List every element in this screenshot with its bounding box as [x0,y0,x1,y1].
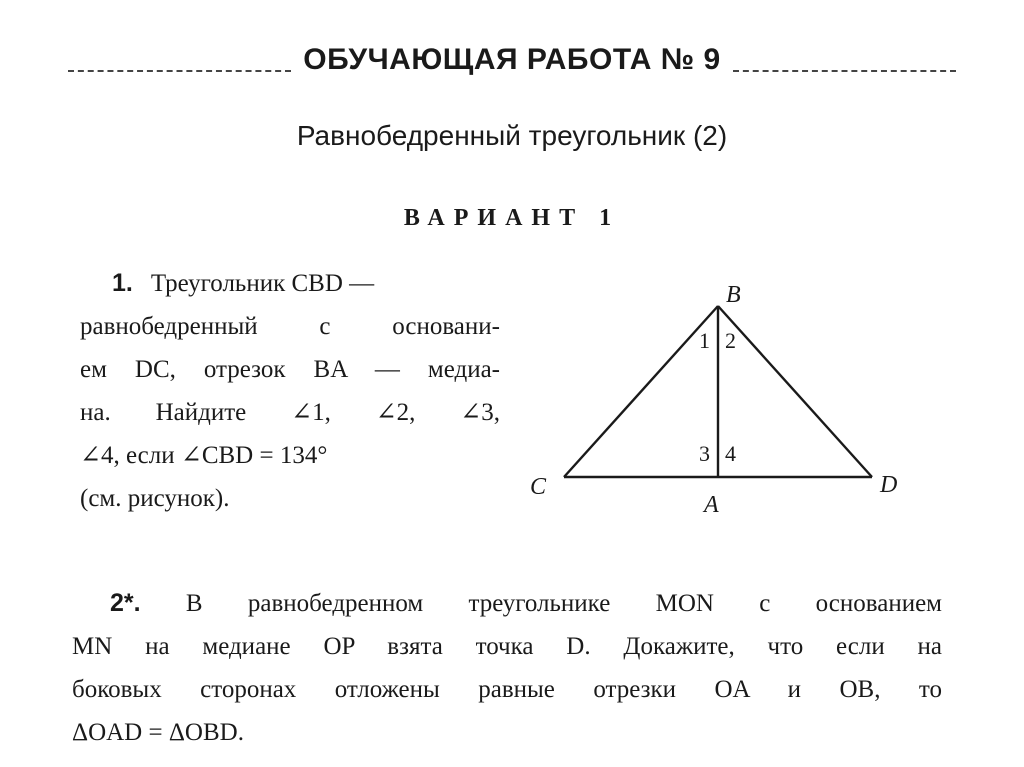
problem-1-number: 1. [112,269,133,297]
problem-2-line: ΔOAD = ΔOBD. [72,719,244,746]
problem-2 [72,582,942,754]
side-cb [564,306,718,477]
problem-1-line: на. Найдите ∠1, ∠2, ∠3, [80,399,500,426]
vertex-label-d: D [880,472,898,498]
angle-label-4: 4 [725,441,736,466]
problem-1-line: ем DC, отрезок BA — медиа- [80,356,500,383]
problem-1-line: ∠4, если ∠CBD = 134° [80,442,328,469]
variant-heading: ВАРИАНТ 1 [403,205,621,231]
side-bd [718,306,872,477]
problem-1-line: (см. рисунок). [80,485,230,512]
problem-1-line-text: Треугольник CBD — [150,270,375,297]
triangle-figure [520,270,920,520]
vertex-label-a: A [704,492,719,518]
angle-label-2: 2 [725,328,736,353]
problem-2-line [72,582,942,625]
title-left-rule [68,70,291,72]
angle-label-3: 3 [699,441,710,466]
problem-2-number: 2*. [110,589,141,617]
problem-2-line-text: В равнобедренном треугольнике MON с основанием [185,590,942,617]
topic-title: Равнобедренный треугольник (2) [296,120,728,151]
title-right-rule [733,70,956,72]
work-title: ОБУЧАЮЩАЯ РАБОТА № 9 [303,43,721,76]
problem-1-line: равнобедренный с основани- [80,313,500,340]
problem-2-line: MN на медиане OP взята точка D. Докажите, что если на [72,633,942,660]
problem-1 [80,262,500,520]
angle-label-1: 1 [699,328,710,353]
problem-2-line: боковых сторонах отложены равные отрезки OA и OB, то [72,676,942,703]
work-title-band [68,40,956,80]
problem-1-line [80,262,500,305]
vertex-label-c: C [530,474,547,500]
triangle-diagram [520,270,920,520]
vertex-label-b: B [726,282,741,308]
